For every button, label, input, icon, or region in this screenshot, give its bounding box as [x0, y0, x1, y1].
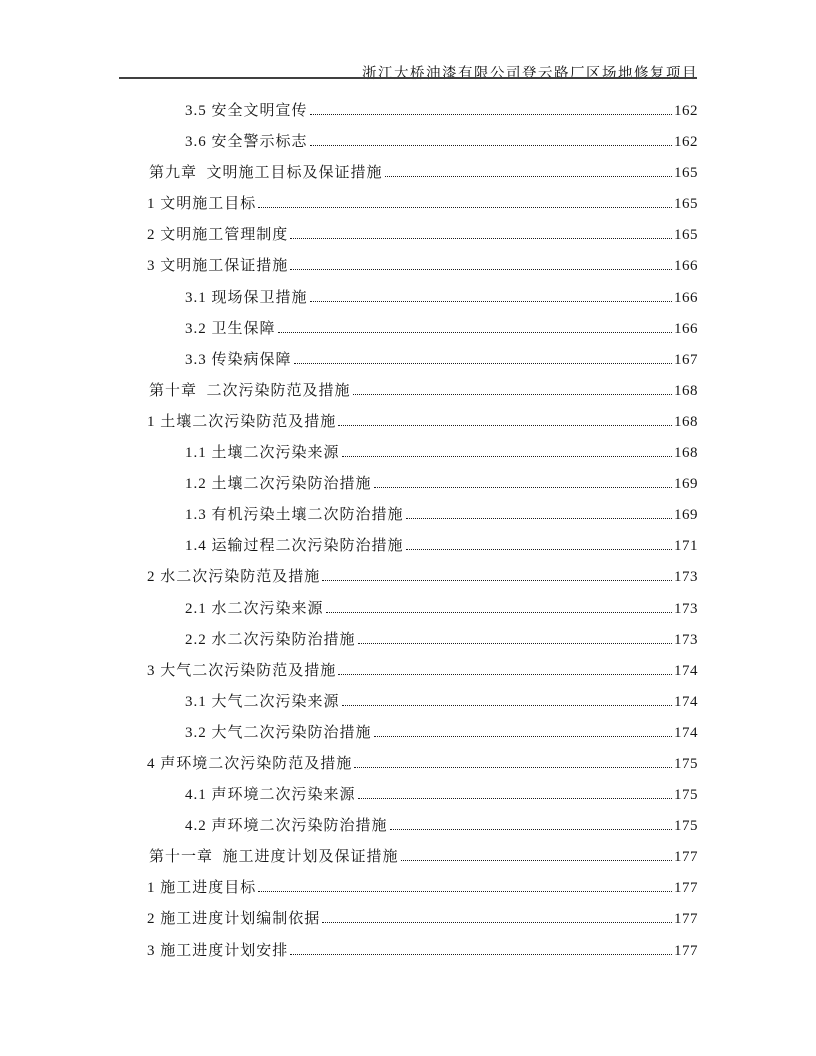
- toc-entry-page: 166: [674, 320, 698, 337]
- toc-entry-page: 168: [674, 413, 698, 430]
- toc-entry: [147, 345, 698, 376]
- toc-entry-label: 第九章 文明施工目标及保证措施: [149, 165, 383, 182]
- toc-entry: [147, 718, 698, 749]
- toc-entry-label: 3.2 大气二次污染防治措施: [185, 724, 372, 741]
- toc-entry: [147, 656, 698, 687]
- toc-entry-page: 166: [674, 258, 698, 275]
- toc-entry-label: 3.3 传染病保障: [185, 351, 292, 368]
- toc-entry: [147, 811, 698, 842]
- toc-entry: [147, 904, 698, 935]
- toc-entry: [147, 936, 698, 967]
- toc-entry-label: 2.2 水二次污染防治措施: [185, 631, 356, 648]
- toc-entry: [147, 189, 698, 220]
- page-header: [119, 44, 698, 104]
- toc-entry-label: 1.2 土壤二次污染防治措施: [185, 476, 372, 493]
- toc-entry: [147, 314, 698, 345]
- toc-entry-page: 171: [674, 538, 698, 555]
- toc-entry: [147, 873, 698, 904]
- toc-leader-dots: [358, 796, 672, 799]
- toc-entry: [147, 531, 698, 562]
- toc-leader-dots: [258, 889, 672, 892]
- toc-entry: [147, 780, 698, 811]
- toc-entry-page: 167: [674, 351, 698, 368]
- toc-entry-page: 165: [674, 196, 698, 213]
- header-rule: [119, 77, 697, 79]
- toc-leader-dots: [290, 267, 672, 270]
- toc-entry-label: 3.1 大气二次污染来源: [185, 693, 340, 710]
- toc-entry: [147, 96, 698, 127]
- toc-entry-label: 2 水二次污染防范及措施: [147, 569, 321, 586]
- toc-leader-dots: [401, 858, 672, 861]
- toc-entry-page: 177: [674, 911, 698, 928]
- toc-leader-dots: [290, 952, 672, 955]
- toc-leader-dots: [338, 423, 672, 426]
- toc-leader-dots: [354, 765, 672, 768]
- toc-entry: [147, 594, 698, 625]
- toc-entry-label: 3.5 安全文明宣传: [185, 103, 308, 119]
- toc-leader-dots: [385, 174, 672, 177]
- toc-entry-page: 169: [674, 507, 698, 524]
- toc-entry-label: 3 施工进度计划安排: [147, 942, 289, 959]
- toc-leader-dots: [353, 392, 672, 395]
- toc-leader-dots: [406, 547, 672, 550]
- toc-entry: [147, 376, 698, 407]
- toc-entry-page: 174: [674, 724, 698, 741]
- toc-entry: [147, 469, 698, 500]
- toc-entry-label: 1 土壤二次污染防范及措施: [147, 413, 337, 430]
- toc-entry-page: 173: [674, 600, 698, 617]
- toc-entry-page: 169: [674, 476, 698, 493]
- toc-entry-page: 173: [674, 631, 698, 648]
- toc-entry: [147, 438, 698, 469]
- toc-entry-page: 175: [674, 755, 698, 772]
- toc-leader-dots: [342, 454, 672, 457]
- toc-entry: [147, 625, 698, 656]
- toc-leader-dots: [406, 516, 672, 519]
- toc-leader-dots: [326, 610, 672, 613]
- toc-leader-dots: [278, 330, 672, 333]
- toc-leader-dots: [374, 485, 672, 488]
- toc-entry: [147, 407, 698, 438]
- toc-entry: [147, 687, 698, 718]
- toc-entry-label: 3.2 卫生保障: [185, 320, 276, 337]
- toc-entry-label: 4 声环境二次污染防范及措施: [147, 755, 353, 772]
- toc-entry-page: 175: [674, 818, 698, 835]
- toc-entry-label: 1 施工进度目标: [147, 880, 257, 897]
- toc-entry-label: 4.1 声环境二次污染来源: [185, 787, 356, 804]
- toc-entry-label: 3.1 现场保卫措施: [185, 289, 308, 306]
- toc-leader-dots: [322, 578, 672, 581]
- toc-entry: [147, 749, 698, 780]
- toc-entry-page: 166: [674, 289, 698, 306]
- toc-leader-dots: [310, 299, 672, 302]
- toc-entry-label: 1.3 有机污染土壤二次防治措施: [185, 507, 404, 524]
- toc-entry-page: 162: [674, 134, 698, 151]
- toc-entry-label: 3 文明施工保证措施: [147, 258, 289, 275]
- toc-entry-page: 173: [674, 569, 698, 586]
- toc-entry-label: 2.1 水二次污染来源: [185, 600, 324, 617]
- toc-entry-label: 第十一章 施工进度计划及保证措施: [149, 849, 399, 866]
- toc-entry-page: 175: [674, 787, 698, 804]
- toc-entry-page: 168: [674, 445, 698, 462]
- toc-leader-dots: [310, 112, 672, 115]
- toc-entry-label: 1 文明施工目标: [147, 196, 257, 213]
- header-title: 浙江大桥油漆有限公司登云路厂区场地修复项目: [362, 66, 698, 82]
- toc-entry-page: 165: [674, 227, 698, 244]
- toc-leader-dots: [358, 641, 672, 644]
- toc-leader-dots: [342, 703, 672, 706]
- toc-entry: [147, 842, 698, 873]
- toc-entry: [147, 127, 698, 158]
- toc-entry-page: 165: [674, 165, 698, 182]
- toc-entry-page: 177: [674, 880, 698, 897]
- toc-entry: [147, 283, 698, 314]
- toc-entry-label: 第十章 二次污染防范及措施: [149, 382, 351, 399]
- toc-list: [147, 96, 698, 967]
- toc-leader-dots: [390, 827, 672, 830]
- toc-leader-dots: [294, 361, 672, 364]
- toc-entry-label: 3.6 安全警示标志: [185, 134, 308, 151]
- toc-entry-page: 174: [674, 693, 698, 710]
- toc-entry-page: 177: [674, 942, 698, 959]
- toc-entry-label: 1.4 运输过程二次污染防治措施: [185, 538, 404, 555]
- toc-entry-page: 162: [674, 103, 698, 119]
- toc-leader-dots: [338, 672, 672, 675]
- toc-entry-label: 2 文明施工管理制度: [147, 227, 289, 244]
- toc-entry-page: 168: [674, 382, 698, 399]
- toc-entry-label: 4.2 声环境二次污染防治措施: [185, 818, 388, 835]
- toc-entry-label: 3 大气二次污染防范及措施: [147, 662, 337, 679]
- toc-leader-dots: [290, 236, 672, 239]
- toc-entry: [147, 158, 698, 189]
- toc-entry-label: 1.1 土壤二次污染来源: [185, 445, 340, 462]
- toc-leader-dots: [374, 734, 672, 737]
- toc-leader-dots: [310, 143, 672, 146]
- toc-entry: [147, 251, 698, 282]
- toc-entry-label: 2 施工进度计划编制依据: [147, 911, 321, 928]
- toc-entry-page: 174: [674, 662, 698, 679]
- toc-entry: [147, 220, 698, 251]
- toc-entry: [147, 500, 698, 531]
- toc-leader-dots: [322, 920, 672, 923]
- toc-entry: [147, 562, 698, 593]
- toc-leader-dots: [258, 205, 672, 208]
- toc-entry-page: 177: [674, 849, 698, 866]
